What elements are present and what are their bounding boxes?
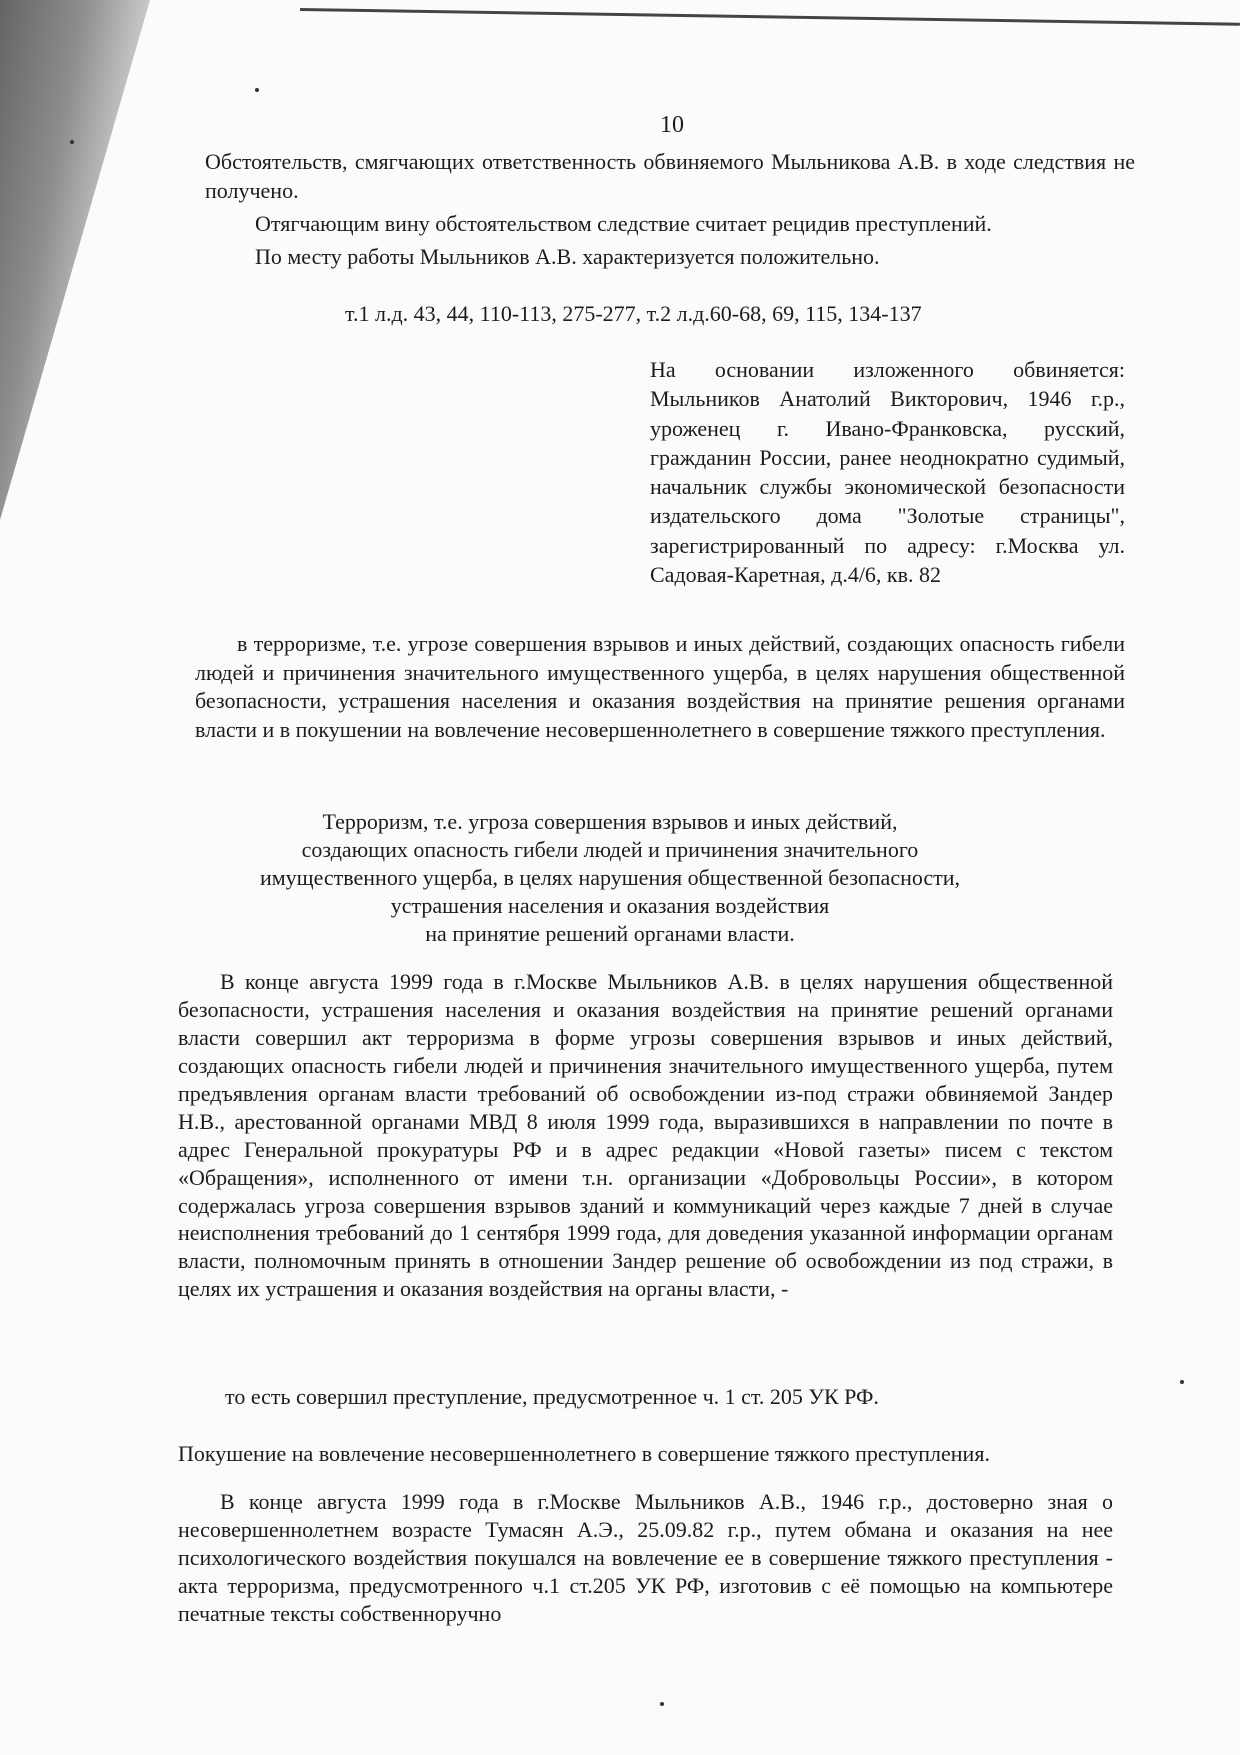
scan-speck [255, 88, 259, 92]
case-file-references: т.1 л.д. 43, 44, 110-113, 275-277, т.2 л.д.60-68, 69, 115, 134-137 [345, 301, 922, 326]
charges-paragraph: в терроризме, т.е. угрозе совершения взрывов и иных действий, создающих опасность гибели людей и причинения значительного имущественного ущерба, в целях нарушения общественной безопасности, устрашения населения и оказания воздействия на принятие решения органами власти и в покушении на вовлечение несовершеннолетнего в совершение тяжкого преступления. [195, 631, 1125, 742]
section1-heading-line: имущественного ущерба, в целях нарушения общественной безопасности, [259, 865, 961, 890]
scan-speck [660, 1702, 664, 1706]
section2-body: В конце августа 1999 года в г.Москве Мыльников А.В., 1946 г.р., достоверно зная о несовершеннолетнем возрасте Тумасян А.Э., 25.09.82 г.р., путем обмана и оказания на нее психологического воздействия покушался на вовлечение ее в совершение тяжкого преступления - акта терроризма, предусмотренного ч.1 ст.205 УК РФ, изготовив с её помощью на компьютере печатные тексты собственноручно [178, 1489, 1113, 1626]
aggravating-circumstances-paragraph: Отягчающим вину обстоятельством следствие считает рецидив преступлений. [255, 211, 992, 236]
section1-body: В конце августа 1999 года в г.Москве Мыльников А.В. в целях нарушения общественной безопасности, устрашения населения и оказания воздействия на принятие решений органами власти совершил акт терроризма в форме угрозы совершения взрывов и иных действий, создающих опасность гибели людей и причинения значительного имущественного ущерба, путем предъявления органам власти требований об освобождении из-под стражи обвиняемой Зандер Н.В., арестованной органами МВД 8 июля 1999 года, выразившихся в направлении по почте в адрес Генеральной прокуратуры РФ и в адрес редакции «Новой газеты» писем с текстом «Обращения», исполненного от имени т.н. организации «Добровольцы России», в котором содержалась угроза совершения взрывов зданий и коммуникаций через каждые 7 дней в случае неисполнения требований до 1 сентября 1999 года, для доведения указанной информации органам власти, полномочным принять в отношении Зандер решение об освобождении из под стражи, в целях их устрашения и оказания воздействия на органы власти, - [178, 969, 1113, 1302]
scan-speck [70, 140, 74, 144]
accused-details-block: На основании изложенного обвиняется: Мыльников Анатолий Викторович, 1946 г.р., уроженец г. Ивано-Франковска, русский, гражданин России, ранее неоднократно судимый, начальник службы экономической безопасности издательского дома "Золотые страницы", зарегистрированный по адресу: г.Москва ул. Садовая-Каретная, д.4/6, кв. 82 [650, 357, 1125, 587]
workplace-characterization-paragraph: По месту работы Мыльников А.В. характеризуется положительно. [255, 244, 880, 269]
section1-heading-line: создающих опасность гибели людей и причинения значительного [301, 837, 919, 862]
scan-speck [1180, 1380, 1184, 1384]
section1-heading-line: Терроризм, т.е. угроза совершения взрывов и иных действий, [322, 809, 898, 834]
page-number: 10 [660, 112, 684, 138]
section1-conclusion: то есть совершил преступление, предусмотренное ч. 1 ст. 205 УК РФ. [225, 1384, 879, 1409]
section1-heading-line: на принятие решений органами власти. [425, 921, 795, 946]
scan-edge-line [300, 8, 1240, 26]
scan-edge-shadow [0, 0, 150, 520]
section2-heading: Покушение на вовлечение несовершеннолетнего в совершение тяжкого преступления. [178, 1441, 990, 1466]
section1-heading-line: устрашения населения и оказания воздействия [390, 893, 830, 918]
mitigating-circumstances-paragraph: Обстоятельств, смягчающих ответственность обвиняемого Мыльникова А.В. в ходе следствия не получено. [205, 149, 1135, 203]
